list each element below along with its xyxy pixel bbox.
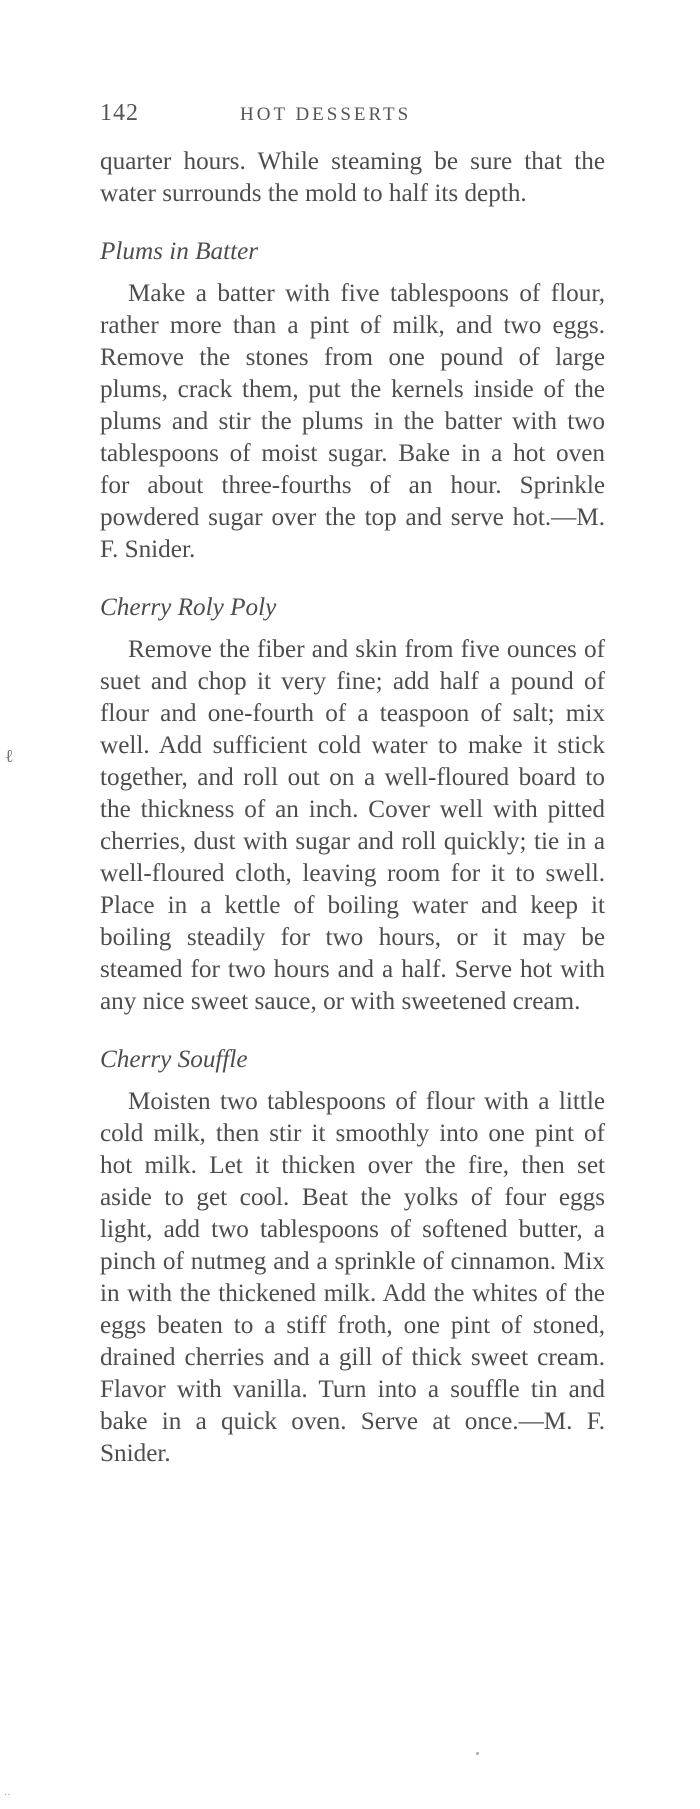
continuation-paragraph: quarter hours. While steaming be sure that the water surrounds the mold to half its depth. (100, 148, 605, 207)
recipe-title-cherry-roly-poly: Cherry Roly Poly (100, 594, 277, 621)
corner-scan-mark: ·· (4, 1790, 11, 1801)
running-head: HOT DESSERTS (240, 104, 412, 125)
page-header (100, 100, 605, 140)
recipe-body-plums-in-batter: Make a batter with five tablespoons of flour, rather more than a pint of milk, and two eggs. Remove the stones from one pound of large plums, crack them, put the kernels inside of the plums and stir the plums in the batter with two tablespoons of moist sugar. Bake in a hot oven for about three-fourths of an hour. Sprinkle powdered sugar over the top and serve hot.—M. F. Snider. (100, 280, 605, 563)
book-page (100, 100, 605, 1470)
recipe-body-cherry-roly-poly: Remove the fiber and skin from five ounces of suet and chop it very fine; add half a pound of flour and one-fourth of a teaspoon of salt; mix well. Add sufficient cold water to make it stick together, and roll out on a well-floured board to the thickness of an inch. Cover well with pitted cherries, dust with sugar and roll quickly; tie in a well-floured cloth, leaving room for it to swell. Place in a kettle of boiling water and keep it boiling steadily for two hours, or it may be steamed for two hours and a half. Serve hot with any nice sweet sauce, or with sweetened cream. (100, 636, 605, 1015)
scan-speck (476, 1752, 479, 1755)
recipe-title-cherry-souffle: Cherry Souffle (100, 1046, 248, 1073)
recipe-body-cherry-souffle: Moisten two tablespoons of flour with a little cold milk, then stir it smoothly into one pint of hot milk. Let it thicken over the fire, then set aside to get cool. Beat the yolks of four eggs light, add two tablespoons of softened butter, a pinch of nutmeg and a sprinkle of cinnamon. Mix in with the thickened milk. Add the whites of the eggs beaten to a stiff froth, one pint of stoned, drained cherries and a gill of thick sweet cream. Flavor with vanilla. Turn into a souffle tin and bake in a quick oven. Serve at once.—M. F. Snider. (100, 1088, 605, 1467)
recipe-title-plums-in-batter: Plums in Batter (100, 238, 259, 265)
margin-mark: ℓ (5, 746, 14, 766)
page-number: 142 (100, 100, 139, 126)
